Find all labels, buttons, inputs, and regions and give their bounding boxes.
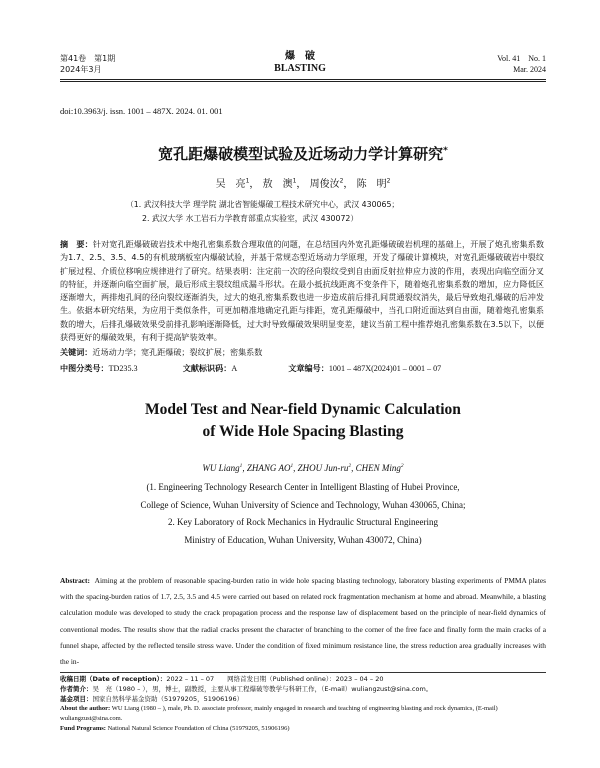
issue-date-en: Mar. 2024 xyxy=(513,65,546,74)
author-en: ZHOU Jun-ru xyxy=(297,463,349,473)
author-zh-sup: 1 xyxy=(245,177,250,185)
author-en: ZHANG AO xyxy=(246,463,291,473)
affiliation-en-2: College of Science, Wuhan University of Science and Technology, Wuhan 430065, China; xyxy=(140,499,466,510)
journal-name-zh: 爆 破 xyxy=(285,51,315,62)
author-zh-sup: 2 xyxy=(386,177,391,185)
author-zh: 吴 亮 xyxy=(215,179,246,190)
footnote-fund-zh xyxy=(60,694,546,704)
author-en-sup: 2 xyxy=(400,463,404,469)
affiliation-zh-2: 2. 武汉大学 水工岩石力学教育部重点实验室，武汉 430072） xyxy=(142,214,359,223)
issue-date-zh: 2024年3月 xyxy=(60,65,102,74)
header-rule xyxy=(60,79,546,80)
classification-line xyxy=(60,363,546,374)
keywords-zh-text: 近场动力学；宽孔距爆破；裂纹扩展；密集系数 xyxy=(92,347,263,357)
title-en-line1: Model Test and Near-field Dynamic Calculation xyxy=(145,401,461,418)
doc-code-label: 文献标识码： xyxy=(182,363,232,373)
abstract-en xyxy=(60,573,546,671)
author-en-sup: 1 xyxy=(290,463,294,469)
article-number-value: 1001 – 487X(2024)01 – 0001 – 07 xyxy=(328,364,442,373)
title-zh-text: 宽孔距爆破模型试验及近场动力学计算研究 xyxy=(158,145,444,163)
journal-name-en: BLASTING xyxy=(274,63,326,74)
footnote-text: 国家自然科学基金资助（51979205，51906196） xyxy=(92,695,244,703)
title-en-line2: of Wide Hole Spacing Blasting xyxy=(202,423,404,440)
journal-volume-issue-en xyxy=(497,53,546,75)
footnote-text: 2022 – 11 – 07 网络首发日期（Published online）：2023 – 04 – 20 xyxy=(166,675,384,683)
keywords-zh xyxy=(60,347,262,358)
footnote-text: WU Liang (1980 – ), male, Ph. D. associate professor, mainly engaged in research and teaching of engineering blasting and rock dynamics, (E-mail) wuliangzust@sina.com. xyxy=(60,705,498,722)
footnotes xyxy=(60,674,546,734)
doi: doi:10.3963/j. issn. 1001 – 487X. 2024. 01. 001 xyxy=(60,106,223,116)
footnote-label: 收稿日期（Date of reception）： xyxy=(60,675,167,683)
abstract-en-text: Aiming at the problem of reasonable spacing-burden ratio in wide hole spacing blasting technology, laboratory blasting experiments of PMMA plates with the spacing-burden ratios of 1.7, 2.5, 3.5 and 4.5 were carried out based on related rock fragmentation mechanism at home and abroad. Meanwhile, a blasting calculation module was developed to study the crack propagation process and the response law of displacement based on the principle of near-field dynamics of conventional modes. The results show that the radial cracks present the character of branching to the corner of the free face and finally form the main cracks of a funnel shape, affected by the reflected tensile stress wave. Under the condition of fixed minimum resistance line, the stress reduction area gradually increases with the in- xyxy=(60,576,546,667)
abstract-zh xyxy=(60,238,544,342)
footnote-author-zh xyxy=(60,684,546,694)
footnote-label: About the author: xyxy=(60,705,111,712)
author-zh-sup: 2 xyxy=(339,177,344,185)
affiliations-zh xyxy=(60,198,546,226)
footnote-label: 作者简介： xyxy=(60,685,93,693)
author-en-sup: 2 xyxy=(348,463,352,469)
footnote-label: 基金项目： xyxy=(60,695,93,703)
title-en xyxy=(60,399,546,443)
journal-volume-issue xyxy=(60,53,115,75)
abstract-zh-label: 摘 要： xyxy=(60,239,93,249)
footnote-fund-en xyxy=(60,724,546,734)
footnote-author-en xyxy=(60,704,546,724)
author-en-sup: 1 xyxy=(239,463,243,469)
footnote-text: 吴 亮（1980 – ），男，博士，副教授，主要从事工程爆破等教学与科研工作，（E-mail）wuliangzust@sina.com。 xyxy=(92,685,433,693)
footnote-label: Fund Programs: xyxy=(60,725,106,732)
journal-name xyxy=(240,51,360,75)
header-rule-double xyxy=(60,81,546,82)
clc-value: TD235.3 xyxy=(108,364,138,373)
doc-code-value: A xyxy=(231,364,238,373)
affiliation-en-4: Ministry of Education, Wuhan University, Wuhan 430072, China) xyxy=(184,534,422,545)
title-zh xyxy=(60,145,546,163)
author-zh: 敖 澳 xyxy=(262,179,293,190)
abstract-en-label: Abstract: xyxy=(60,576,90,585)
author-zh: 周俊汝 xyxy=(309,179,340,190)
article-number-label: 文章编号： xyxy=(288,363,329,373)
clc-label: 中图分类号： xyxy=(60,363,109,373)
footnote-text: National Natural Science Foundation of China (51979205, 51906196) xyxy=(107,725,290,732)
author-zh-sup: 1 xyxy=(292,177,297,185)
title-zh-footnote-mark: * xyxy=(443,146,448,156)
footnote-rule xyxy=(60,672,546,673)
authors-zh: 吴 亮$^1$， 敖 澳$^1$， 周俊汝$^2$， 陈 明$^2$ xyxy=(215,177,391,190)
affiliations-en xyxy=(60,479,546,549)
affiliation-en-3: 2. Key Laboratory of Rock Mechanics in Hydraulic Structural Engineering xyxy=(168,517,438,527)
author-en: WU Liang xyxy=(202,463,240,473)
author-zh: 陈 明 xyxy=(356,179,387,190)
affiliation-zh-1: （1. 武汉科技大学 理学院 湖北省智能爆破工程技术研究中心，武汉 430065； xyxy=(126,200,400,209)
authors-en: WU Liang$^1$, ZHANG $AO^1$, ZHOU Jun-$ru^2$, CHEN Ming$^2$ xyxy=(202,463,404,473)
abstract-zh-text: 针对宽孔距爆破破岩技术中炮孔密集系数合理取值的问题，在总结国内外宽孔距爆破破岩机理的基础上，开展了炮孔密集系数为1.7、2.5、3.5、4.5的有机玻璃板室内爆破试验，并基于常规态型近场动力学原理，开发了爆破计算模块，对宽孔距爆破破岩中裂纹扩展过程、介质位移响应规律进行了研究。结果表明：注定前一次的径向裂纹受到自由面反射拉伸应力波的作用，表现出向临空面分叉的特征，并逐渐向临空面扩展，最后形成主裂纹组成漏斗形状。在最小抵抗线距离不变条件下，随着炮孔密集系数的增加，应力降低区逐渐增大，两排炮孔间的径向裂纹逐渐消失，过大的炮孔密集系数也进一步造成前后排孔间贯通裂纹消失，最后导致炮孔爆破的后冲发生。依据本研究结果，为应用于类似条件，可更加精准地确定孔距与排距，宽孔距爆破中，当孔口附近面达到自由面，随着炮孔密集系数的增大，后排孔爆破效果受前排孔影响逐渐降低，过大时导致爆破效果明显变差，建议当前工程中推荐炮孔密集系数在3.5以下，以便获得更好的爆破效果，有利于提高铲装效率。 xyxy=(60,239,544,342)
keywords-zh-label: 关键词： xyxy=(60,347,93,357)
affiliation-en-1: (1. Engineering Technology Research Center in Intelligent Blasting of Hubei Province, xyxy=(146,482,460,492)
volume-issue-zh: 第41卷 第1期 xyxy=(60,54,116,63)
volume-issue-en: Vol. 41 No. 1 xyxy=(497,54,546,63)
footnote-received xyxy=(60,674,546,684)
author-en: CHEN Ming xyxy=(355,463,401,473)
